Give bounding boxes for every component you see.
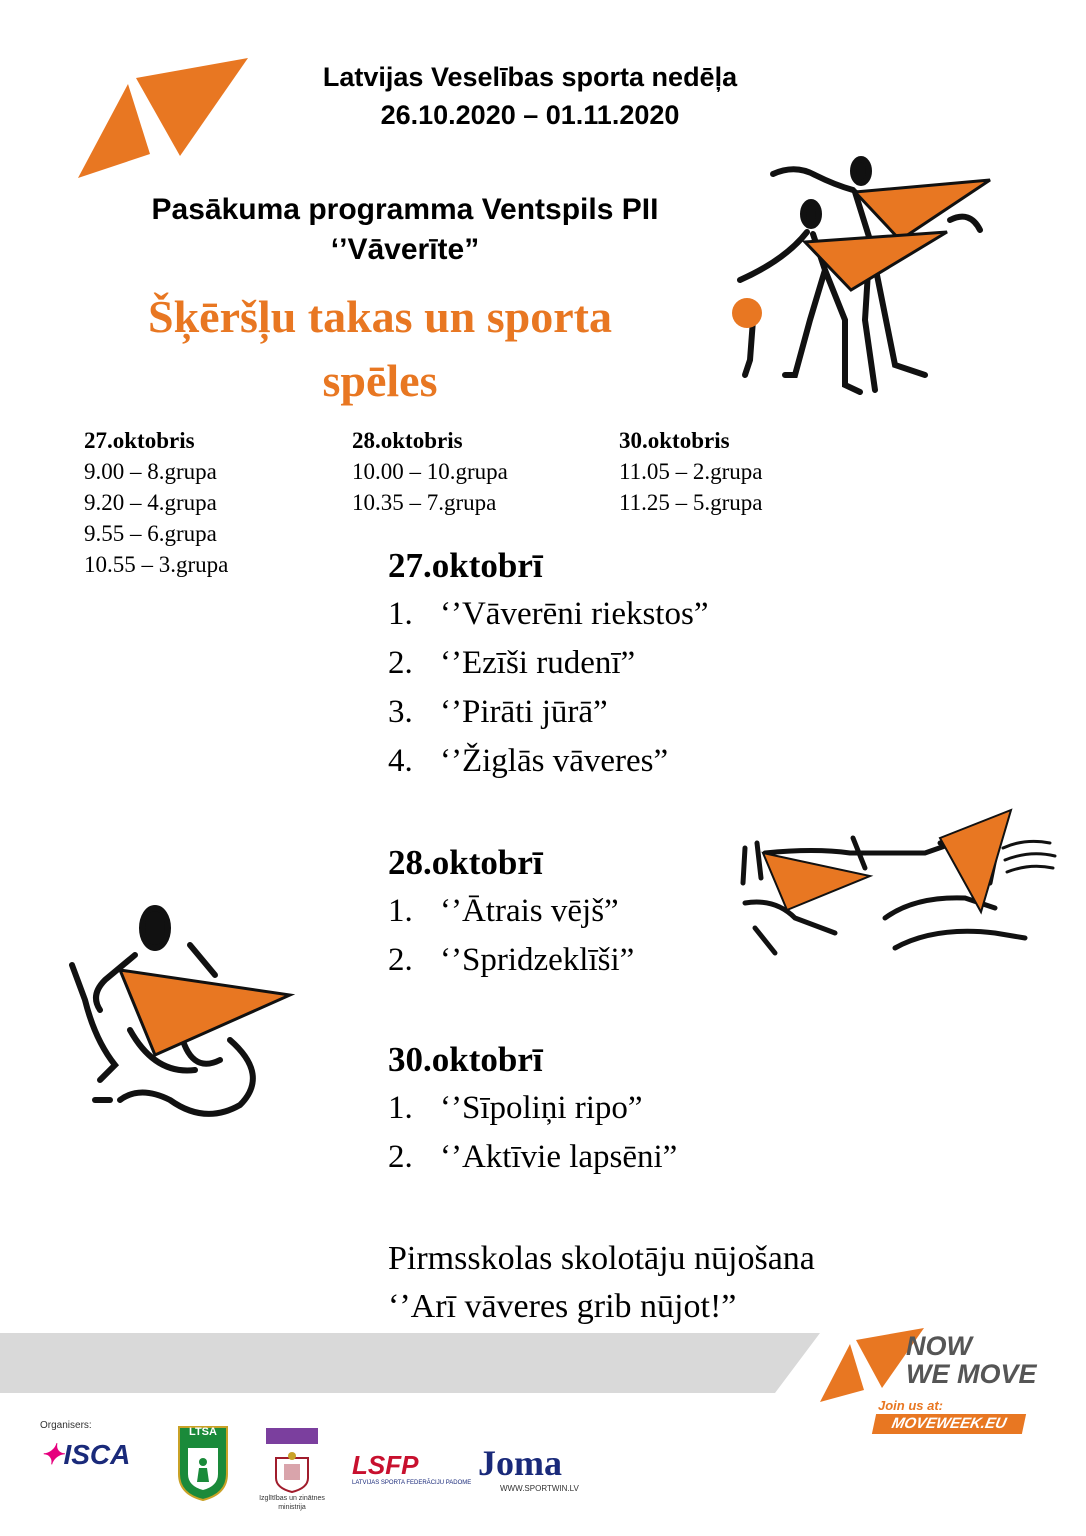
section-27-october bbox=[388, 541, 708, 786]
event-dates: 26.10.2020 – 01.11.2020 bbox=[380, 100, 680, 130]
schedule-time: 9.00 – 8.grupa bbox=[84, 459, 217, 484]
joma-subtitle: WWW.SPORTWIN.LV bbox=[500, 1484, 579, 1493]
join-label: Join us at: bbox=[878, 1398, 944, 1413]
item-text: ‘’Ezīši rudenī” bbox=[440, 645, 636, 681]
schedule-column-2 bbox=[352, 425, 508, 518]
join-url-link[interactable]: MOVEWEEK.EU bbox=[872, 1414, 1026, 1434]
schedule-column-3 bbox=[619, 425, 763, 518]
section-28-october bbox=[388, 838, 634, 985]
section-title: 28.oktobrī bbox=[388, 843, 543, 882]
nwm-text bbox=[906, 1332, 1037, 1388]
organisers-label: Organisers: bbox=[40, 1420, 92, 1431]
lsfp-subtitle: LATVIJAS SPORTA FEDERĀCIJU PADOME bbox=[352, 1480, 472, 1486]
jumping-figure-illustration bbox=[60, 900, 295, 1125]
isca-logo-text: ISCA bbox=[63, 1439, 131, 1470]
running-figures-illustration bbox=[735, 808, 1065, 958]
joma-logo: Joma bbox=[478, 1443, 562, 1483]
event-header bbox=[250, 58, 810, 134]
list-item bbox=[388, 639, 708, 688]
item-text: ‘’Žiglās vāveres” bbox=[440, 743, 669, 779]
list-item bbox=[388, 887, 634, 936]
list-item bbox=[388, 688, 708, 737]
now-we-move-logo bbox=[818, 1326, 1038, 1441]
schedule-time: 11.25 – 5.grupa bbox=[619, 490, 763, 515]
list-item bbox=[388, 1133, 677, 1182]
item-number: 3. bbox=[388, 694, 413, 730]
list-item bbox=[388, 590, 708, 639]
program-title-line2: ‘’Vāverīte” bbox=[330, 233, 480, 266]
item-text: ‘’Vāverēni riekstos” bbox=[440, 596, 709, 632]
item-number: 1. bbox=[388, 893, 413, 929]
item-number: 1. bbox=[388, 1090, 413, 1126]
schedule-column-1 bbox=[84, 425, 228, 580]
schedule-time: 9.55 – 6.grupa bbox=[84, 521, 217, 546]
list-item bbox=[388, 936, 634, 985]
item-text: ‘’Pirāti jūrā” bbox=[440, 694, 608, 730]
closing-line1: Pirmsskolas skolotāju nūjošana bbox=[388, 1240, 815, 1277]
schedule-day: 27.oktobris bbox=[84, 428, 195, 453]
main-title-line2: spēles bbox=[322, 355, 438, 406]
schedule-time: 9.20 – 4.grupa bbox=[84, 490, 217, 515]
lsfp-logo: LSFP bbox=[352, 1450, 419, 1480]
list-item bbox=[388, 737, 708, 786]
item-number: 2. bbox=[388, 1139, 413, 1175]
program-title-line1: Pasākuma programma Ventspils PII bbox=[151, 193, 659, 226]
closing-text bbox=[388, 1235, 815, 1331]
isca-logo: ✦ISCA bbox=[40, 1439, 131, 1470]
ministry-text: Izglītības un zinātnes ministrija bbox=[259, 1495, 325, 1511]
section-30-october bbox=[388, 1035, 677, 1182]
main-title bbox=[100, 285, 660, 413]
event-title: Latvijas Veselības sporta nedēļa bbox=[322, 62, 738, 92]
schedule-time: 10.00 – 10.grupa bbox=[352, 459, 508, 484]
closing-line2: ‘’Arī vāveres grib nūjot!” bbox=[388, 1288, 737, 1325]
ltsa-logo-text: LTSA bbox=[189, 1426, 217, 1438]
section-title: 27.oktobrī bbox=[388, 546, 543, 585]
item-number: 2. bbox=[388, 645, 413, 681]
item-text: ‘’Spridzeklīši” bbox=[440, 942, 635, 978]
schedule-day: 30.oktobris bbox=[619, 428, 730, 453]
program-title bbox=[90, 190, 720, 270]
item-number: 4. bbox=[388, 743, 413, 779]
schedule-day: 28.oktobris bbox=[352, 428, 463, 453]
nwm-line2: WE MOVE bbox=[906, 1359, 1037, 1389]
moveweek-logo-icon bbox=[76, 56, 252, 182]
item-text: ‘’Ātrais vējš” bbox=[440, 893, 619, 929]
latvia-coat-of-arms-icon bbox=[268, 1450, 316, 1494]
item-text: ‘’Sīpoliņi ripo” bbox=[440, 1090, 643, 1126]
footer-band bbox=[0, 1333, 820, 1393]
item-number: 1. bbox=[388, 596, 413, 632]
schedule-time: 10.35 – 7.grupa bbox=[352, 490, 497, 515]
item-text: ‘’Aktīvie lapsēni” bbox=[440, 1139, 678, 1175]
section-title: 30.oktobrī bbox=[388, 1040, 543, 1079]
basketball-players-illustration bbox=[725, 150, 995, 400]
schedule-time: 10.55 – 3.grupa bbox=[84, 552, 229, 577]
list-item bbox=[388, 1084, 677, 1133]
item-number: 2. bbox=[388, 942, 413, 978]
main-title-line1: Šķēršļu takas un sporta bbox=[148, 291, 612, 342]
schedule-time: 11.05 – 2.grupa bbox=[619, 459, 763, 484]
ministry-bar bbox=[266, 1428, 318, 1444]
nwm-line1: NOW bbox=[906, 1331, 972, 1361]
